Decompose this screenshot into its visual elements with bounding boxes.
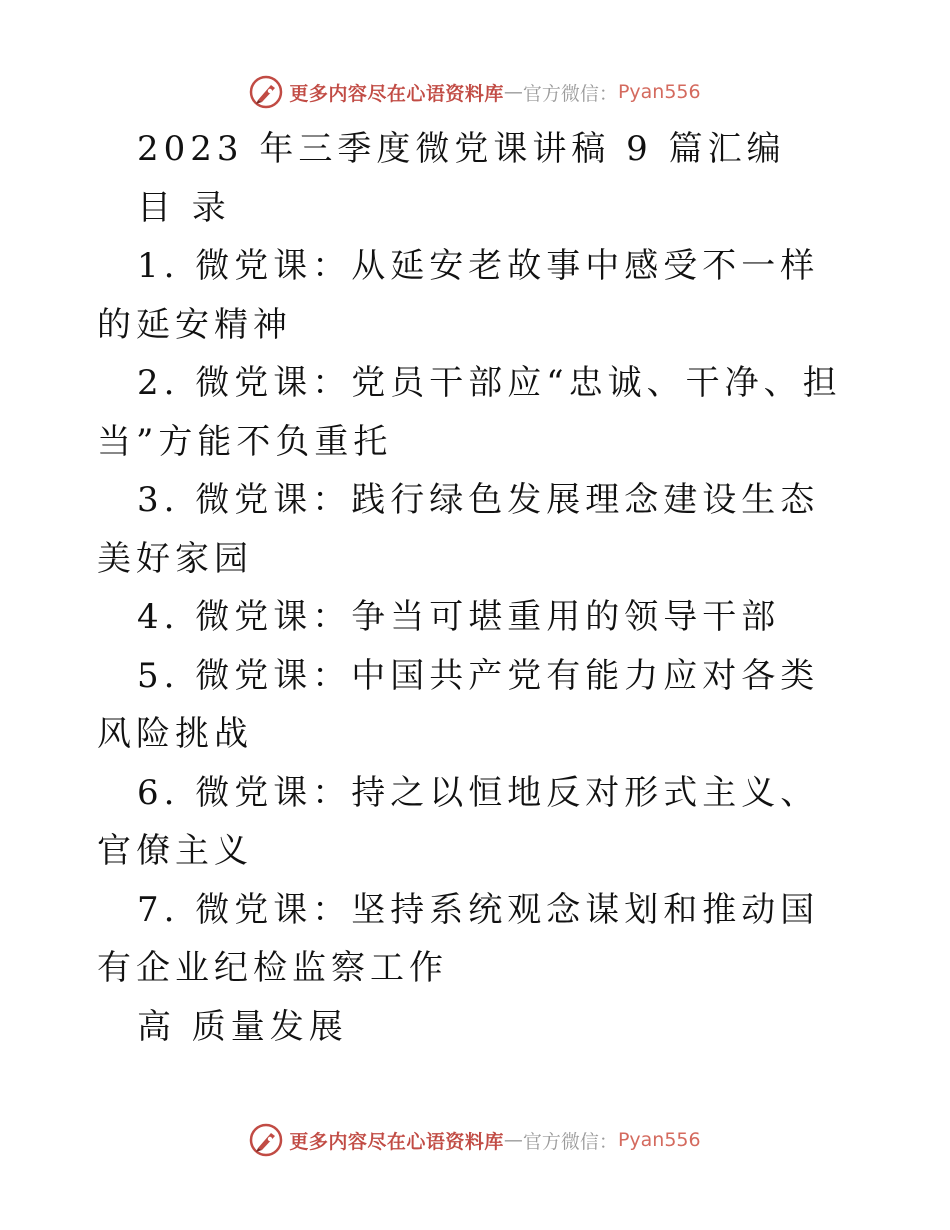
toc-heading: 目 录 — [137, 187, 231, 228]
banner-main-text: 更多内容尽在心语资料库 — [289, 1130, 504, 1153]
toc-continuation-line: 高 质量发展 — [137, 1006, 348, 1047]
toc-item: 6. 微党课：持之以恒地反对形式主义、官僚主义 — [97, 772, 820, 871]
toc-item: 1. 微党课：从延安老故事中感受不一样的延安精神 — [97, 246, 820, 345]
banner-official-label: 官方微信： — [522, 82, 618, 105]
document-title: 2023 年三季度微党课讲稿 9 篇汇编 — [137, 129, 786, 169]
banner-official-label: 官方微信： — [522, 1130, 618, 1153]
banner-main-text: 更多内容尽在心语资料库 — [289, 82, 504, 105]
toc-item: 5. 微党课：中国共产党有能力应对各类风险挑战 — [97, 655, 820, 754]
pen-logo-icon — [249, 1123, 283, 1157]
banner-wechat-id: Pyan556 — [617, 1129, 701, 1151]
banner-dash: — — [503, 81, 523, 103]
pen-logo-icon — [249, 75, 283, 109]
document-body — [97, 120, 842, 1056]
banner-wechat-id: Pyan556 — [617, 81, 701, 103]
banner-dash: — — [503, 1129, 523, 1151]
toc-item: 3. 微党课：践行绿色发展理念建设生态美好家园 — [97, 480, 820, 579]
footer-watermark-banner — [0, 1118, 950, 1162]
toc-item: 7. 微党课：坚持系统观念谋划和推动国有企业纪检监察工作 — [97, 889, 820, 988]
toc-item: 4. 微党课：争当可堪重用的领导干部 — [137, 597, 781, 637]
header-watermark-banner — [0, 70, 950, 114]
toc-item: 2. 微党课：党员干部应“忠诚、干净、担当”方能不负重托 — [97, 363, 842, 462]
